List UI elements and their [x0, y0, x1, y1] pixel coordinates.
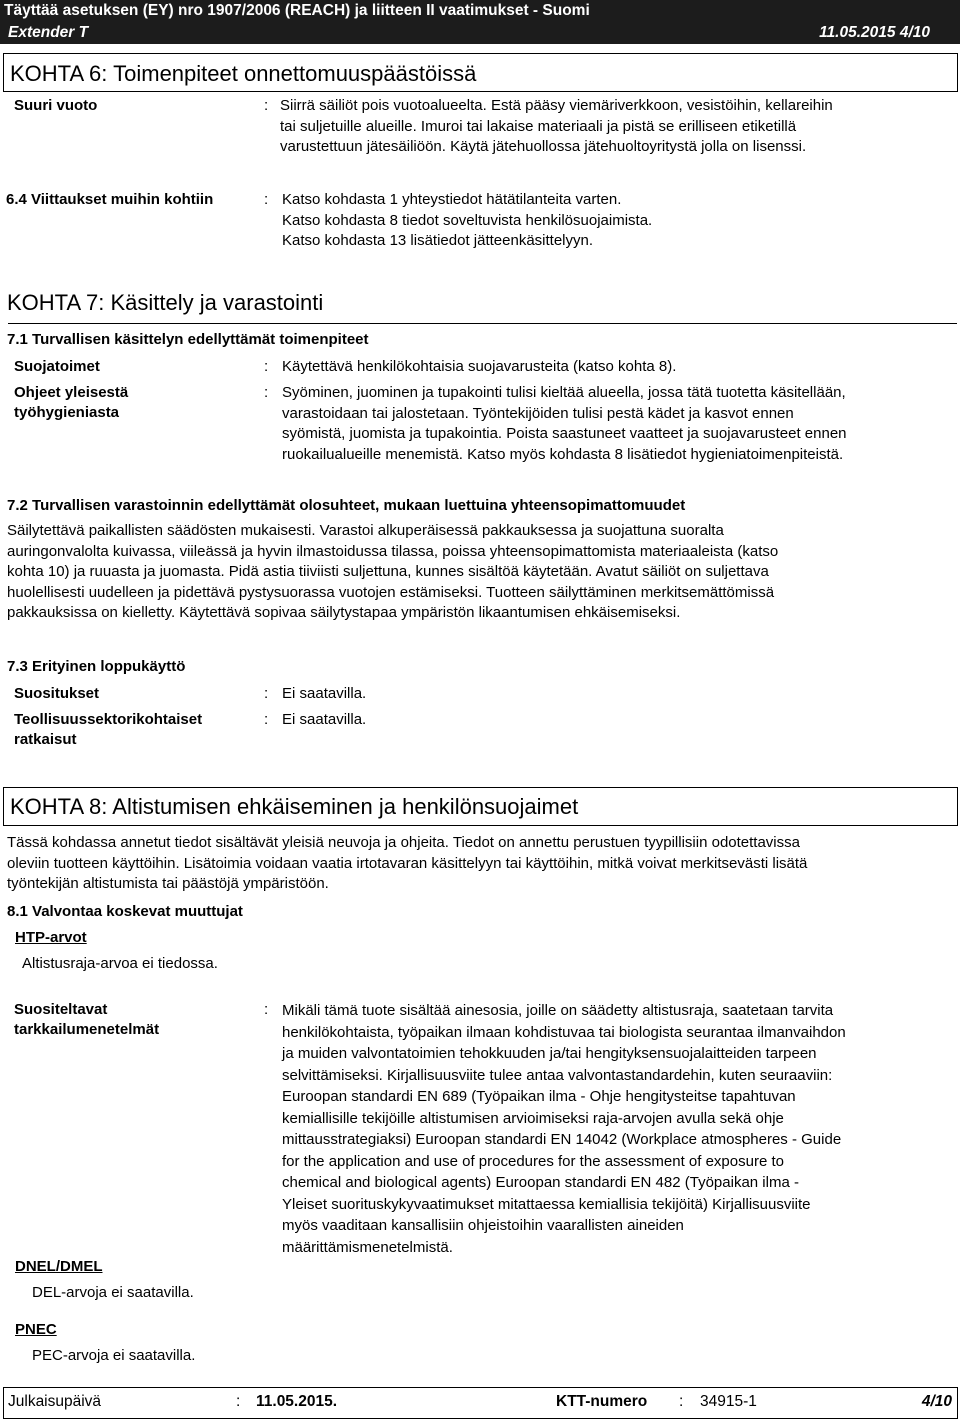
text-line: Syöminen, juominen ja tupakointi tulisi kieltää alueella, jossa tätä tuotetta käsitellään, — [282, 384, 846, 401]
text-line: auringonvalolta kuivassa, viileässä ja hyvin ilmastoidussa tilassa, poissa yhteensopimattomista materiaaleista (katso — [7, 542, 779, 560]
text-line: Yleiset suorituskykyvaatimukset mitattaessa kemiallisia tekijöitä) Kirjallisuusviite — [282, 1195, 811, 1213]
text-line: henkilökohtaista, työpaikan ilmaan kohdistuvaa tai biologista seurantaa ilmanvaihdon — [282, 1023, 846, 1041]
references-text — [282, 190, 952, 252]
label-line: työhygieniasta — [14, 404, 120, 421]
recommendations-label: Suositukset — [14, 685, 100, 702]
industrial-label — [14, 710, 202, 750]
text-line: ja muiden valvontatoimien tehokkuuden ja/tai hengityksensuojalaitteiden tarpeen — [282, 1045, 817, 1062]
pnec-text: PEC-arvoja ei saatavilla. — [32, 1347, 196, 1364]
colon: : — [264, 384, 269, 401]
text-line: työntekijän altistumista tai päästöjä ympäristöön. — [7, 875, 329, 892]
section6-title: KOHTA 6: Toimenpiteet onnettomuuspäästöissä — [10, 61, 477, 86]
section7-divider — [8, 323, 957, 324]
text-line: Mikäli tämä tuote sisältää ainesosia, joille on säädetty altistusraja, saatetaan tarvita — [282, 1002, 834, 1019]
protective-value: Käytettävä henkilökohtaisia suojavarusteita (katso kohta 8). — [282, 358, 677, 375]
text-line: chemical and biological agents) Euroopan standardi EN 482 (Työpaikan ilma - — [282, 1174, 799, 1191]
subsection-7-1: 7.1 Turvallisen käsittelyn edellyttämät toimenpiteet — [7, 331, 369, 348]
text-line: for the application and use of procedures for the assessment of exposure to — [282, 1152, 784, 1170]
text-line: tai suljetuille alueille. Imuroi tai lakaise materiaali ja pistä se erilliseen etiketillä — [280, 117, 797, 135]
colon: : — [264, 358, 269, 375]
text-line: kemiallisille tekijöille altistumisen arvioimiseksi raja-arvojen avulla sekä ohje — [282, 1109, 784, 1127]
colon: : — [236, 1393, 241, 1410]
text-line: Siirrä säiliöt pois vuotoalueelta. Estä pääsy viemäriverkkoon, vesistöihin, kellareihin — [280, 97, 833, 114]
colon: : — [679, 1393, 684, 1410]
references-label: 6.4 Viittaukset muihin kohtiin — [6, 191, 214, 208]
text-line: varustettuun jätesäiliöön. Käytä jätehuollossa jätehuoltoyritystä jolla on lisenssi. — [280, 138, 807, 155]
htp-heading: HTP-arvot — [15, 929, 87, 946]
colon: : — [264, 1001, 269, 1018]
issue-date-value: 11.05.2015. — [256, 1393, 338, 1410]
ktt-value: 34915-1 — [700, 1393, 757, 1410]
dnel-heading: DNEL/DMEL — [15, 1258, 103, 1275]
footer-page-number: 4/10 — [921, 1393, 952, 1410]
htp-text: Altistusraja-arvoa ei tiedossa. — [22, 955, 218, 972]
hygiene-text — [282, 383, 958, 465]
text-line: Tässä kohdassa annetut tiedot sisältävät yleisiä neuvoja ja ohjeita. Tiedot on annettu perustuen tyypillisiin odotettavissa — [7, 834, 800, 851]
text-line: ruokailualueille menemistä. Katso myös kohdasta 8 lisätiedot hygieniatoimenpiteistä. — [282, 445, 844, 463]
storage-text — [7, 521, 957, 624]
text-line: Säilytettävä paikallisten säädösten mukaisesti. Varastoi alkuperäisessä pakkauksessa ja suojattuna suoralta — [7, 522, 724, 539]
monitoring-text — [282, 1000, 958, 1258]
section7-title: KOHTA 7: Käsittely ja varastointi — [7, 290, 324, 315]
text-line: oleviin tuotteen käyttöihin. Lisätoimia voidaan vaatia irtotavaran käsittelyyn tai käyttöihin, mitkä voivat merkitsevästi lisätä — [7, 854, 808, 872]
monitoring-label — [14, 1000, 159, 1040]
text-line: syömistä, juomista ja tupakointia. Poista saastuneet vaatteet ja suojavarusteet ennen — [282, 425, 847, 442]
text-line: huolellisesti uudelleen ja pidettävä pystysuorassa vuotojen estämiseksi. Tuotteen säilyttäminen merkitsemättömissä — [7, 583, 775, 601]
text-line: kohta 10) ja ruuasta ja juomasta. Pidä astia tiiviisti suljettuna, kunnes sisältöä käytetään. Avatut säiliöt on suljettava — [7, 563, 769, 580]
recommendations-value: Ei saatavilla. — [282, 685, 367, 702]
label-line: Suositeltavat — [14, 1001, 108, 1018]
hygiene-label — [14, 383, 128, 423]
label-line: Teollisuussektorikohtaiset — [14, 711, 203, 728]
text-line: mittausstrategiaksi) Euroopan standardi EN 14042 (Workplace atmospheres - Guide — [282, 1131, 842, 1148]
product-name: Extender T — [8, 24, 89, 41]
label-line: tarkkailumenetelmät — [14, 1021, 160, 1038]
text-line: Katso kohdasta 1 yhteystiedot hätätilanteita varten. — [282, 191, 622, 208]
large-spill-text — [280, 96, 956, 158]
footer-box — [3, 1387, 958, 1419]
text-line: selvittämiseksi. Kirjallisuusviite tulee antaa valvontastandardehin, kuten seuraaviin: — [282, 1066, 833, 1084]
pnec-heading: PNEC — [15, 1321, 57, 1338]
colon: : — [264, 97, 269, 114]
text-line: Katso kohdasta 8 tiedot soveltuvista henkilösuojaimista. — [282, 211, 653, 229]
text-line: Euroopan standardi EN 689 (Työpaikan ilma - Ohje hengitysteitse tapahtuvan — [282, 1088, 796, 1105]
text-line: määrittämismenetelmistä. — [282, 1238, 453, 1256]
label-line: ratkaisut — [14, 731, 77, 748]
industrial-value: Ei saatavilla. — [282, 711, 367, 728]
text-line: myös vaaditaan kansallisiin ohjeistoihin vaarallisten aineiden — [282, 1217, 684, 1234]
colon: : — [264, 191, 269, 208]
section8-intro — [7, 833, 957, 895]
ktt-label: KTT-numero — [556, 1393, 648, 1410]
text-line: pakkauksissa on kielletty. Käytettävä sopivaa säilytystapaa ympäristön likaantumisen ehkäisemiseksi. — [7, 604, 681, 621]
regulation-text: Täyttää asetuksen (EY) nro 1907/2006 (REACH) ja liitteen II vaatimukset - Suomi — [4, 2, 590, 19]
colon: : — [264, 711, 269, 728]
subsection-7-2: 7.2 Turvallisen varastoinnin edellyttämät olosuhteet, mukaan luettuina yhteensopimattomuudet — [7, 497, 686, 514]
product-header — [0, 21, 960, 44]
text-line: Katso kohdasta 13 lisätiedot jätteenkäsittelyyn. — [282, 232, 594, 249]
subsection-8-1: 8.1 Valvontaa koskevat muuttujat — [7, 903, 243, 920]
issue-date-label: Julkaisupäivä — [8, 1393, 102, 1410]
subsection-7-3: 7.3 Erityinen loppukäyttö — [7, 658, 186, 675]
label-line: Ohjeet yleisestä — [14, 384, 129, 401]
dnel-text: DEL-arvoja ei saatavilla. — [32, 1284, 194, 1301]
section8-title: KOHTA 8: Altistumisen ehkäiseminen ja henkilönsuojaimet — [10, 794, 579, 819]
protective-label: Suojatoimet — [14, 358, 100, 375]
large-spill-label: Suuri vuoto — [14, 97, 98, 114]
colon: : — [264, 685, 269, 702]
regulation-header — [0, 0, 960, 21]
date-page: 11.05.2015 4/10 — [819, 24, 930, 41]
text-line: varastoidaan tai jalostetaan. Työntekijöiden tulisi pestä kädet ja kasvot ennen — [282, 404, 794, 422]
